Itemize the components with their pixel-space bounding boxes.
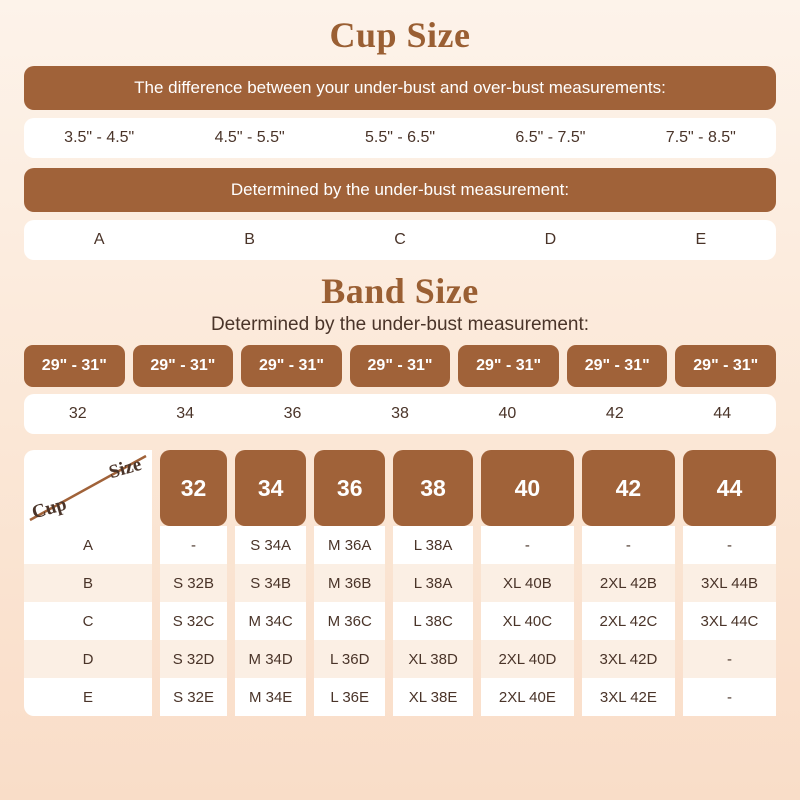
matrix-cell: - <box>160 526 227 564</box>
cup-determined-banner: Determined by the under-bust measurement: <box>24 168 776 212</box>
matrix-col-header: 44 <box>683 450 776 526</box>
matrix-header-row <box>24 450 776 526</box>
band-range-chip: 29" - 31" <box>24 345 125 387</box>
band-range-chip: 29" - 31" <box>675 345 776 387</box>
matrix-cell: XL 40B <box>481 564 574 602</box>
cup-range-cell: 4.5" - 5.5" <box>214 129 285 146</box>
cup-letter-cell: D <box>544 231 557 248</box>
spacer <box>385 450 393 526</box>
matrix-cell: L 38C <box>393 602 473 640</box>
cup-range-cell: 3.5" - 4.5" <box>64 129 135 146</box>
matrix-col-header: 32 <box>160 450 227 526</box>
matrix-cell: 3XL 44B <box>683 564 776 602</box>
cup-letter-row <box>24 220 776 260</box>
matrix-col-header: 36 <box>314 450 385 526</box>
matrix-cell: - <box>582 526 675 564</box>
cup-letter-cell: A <box>93 231 105 248</box>
band-number-cell: 36 <box>283 405 302 422</box>
matrix-cell: 2XL 40E <box>481 678 574 716</box>
cup-letter-cell: C <box>394 231 406 248</box>
band-number-cell: 34 <box>176 405 195 422</box>
band-range-chips <box>24 345 776 387</box>
table-row <box>24 564 776 602</box>
matrix-cell: XL 38D <box>393 640 473 678</box>
matrix-row-label: A <box>24 526 152 564</box>
matrix-cell: 3XL 44C <box>683 602 776 640</box>
band-number-cell: 32 <box>68 405 87 422</box>
band-number-cell: 44 <box>713 405 732 422</box>
band-range-chip: 29" - 31" <box>241 345 342 387</box>
matrix-cell: - <box>683 678 776 716</box>
spacer <box>675 450 683 526</box>
matrix-col-header: 38 <box>393 450 473 526</box>
spacer <box>227 450 235 526</box>
matrix-cell: - <box>683 526 776 564</box>
matrix-corner-cup-label: Cup <box>29 493 69 524</box>
matrix-cell: XL 40C <box>481 602 574 640</box>
matrix-corner-size-label: Size <box>106 453 145 484</box>
matrix-cell: M 36C <box>314 602 385 640</box>
band-range-chip: 29" - 31" <box>133 345 234 387</box>
matrix-row-label: E <box>24 678 152 716</box>
matrix-cell: XL 38E <box>393 678 473 716</box>
spacer <box>473 450 481 526</box>
matrix-cell: 3XL 42E <box>582 678 675 716</box>
band-size-title: Band Size <box>321 271 479 311</box>
matrix-cell: L 36D <box>314 640 385 678</box>
matrix-cell: S 32C <box>160 602 227 640</box>
matrix-col-header: 34 <box>235 450 306 526</box>
matrix-cell: 3XL 42D <box>582 640 675 678</box>
size-matrix-table <box>24 450 776 716</box>
table-row <box>24 640 776 678</box>
matrix-row-label: C <box>24 602 152 640</box>
cup-range-cell: 6.5" - 7.5" <box>515 129 586 146</box>
matrix-corner-cell <box>24 450 152 526</box>
matrix-cell: M 34E <box>235 678 306 716</box>
matrix-cell: M 34C <box>235 602 306 640</box>
matrix-cell: 2XL 40D <box>481 640 574 678</box>
matrix-cell: 2XL 42C <box>582 602 675 640</box>
matrix-cell: M 36B <box>314 564 385 602</box>
matrix-cell: L 38A <box>393 526 473 564</box>
cup-range-row <box>24 118 776 158</box>
matrix-cell: S 34A <box>235 526 306 564</box>
cup-range-cell: 7.5" - 8.5" <box>665 129 736 146</box>
band-subtitle: Determined by the under-bust measurement: <box>210 314 590 335</box>
matrix-row-label: B <box>24 564 152 602</box>
cup-size-title: Cup Size <box>329 15 471 55</box>
band-number-cell: 38 <box>391 405 409 422</box>
table-row <box>24 678 776 716</box>
matrix-col-header: 42 <box>582 450 675 526</box>
cup-letter-cell: E <box>695 231 707 248</box>
band-range-chip: 29" - 31" <box>567 345 668 387</box>
spacer <box>306 450 314 526</box>
band-number-cell: 42 <box>605 405 624 422</box>
matrix-cell: S 34B <box>235 564 306 602</box>
matrix-col-header: 40 <box>481 450 574 526</box>
matrix-cell: L 38A <box>393 564 473 602</box>
spacer <box>574 450 582 526</box>
matrix-cell: L 36E <box>314 678 385 716</box>
matrix-cell: M 34D <box>235 640 306 678</box>
band-number-cell: 40 <box>498 405 517 422</box>
cup-difference-banner: The difference between your under-bust and over-bust measurements: <box>24 66 776 110</box>
cup-letter-cell: B <box>244 231 255 248</box>
matrix-cell: S 32E <box>160 678 227 716</box>
band-range-chip: 29" - 31" <box>350 345 451 387</box>
cup-range-cell: 5.5" - 6.5" <box>364 129 436 146</box>
matrix-cell: M 36A <box>314 526 385 564</box>
matrix-cell: S 32B <box>160 564 227 602</box>
matrix-cell: 2XL 42B <box>582 564 675 602</box>
band-range-chip: 29" - 31" <box>458 345 559 387</box>
matrix-cell: S 32D <box>160 640 227 678</box>
band-number-row <box>24 394 776 434</box>
spacer <box>152 450 160 526</box>
matrix-cell: - <box>481 526 574 564</box>
table-row <box>24 602 776 640</box>
matrix-cell: - <box>683 640 776 678</box>
table-row <box>24 526 776 564</box>
matrix-row-label: D <box>24 640 152 678</box>
